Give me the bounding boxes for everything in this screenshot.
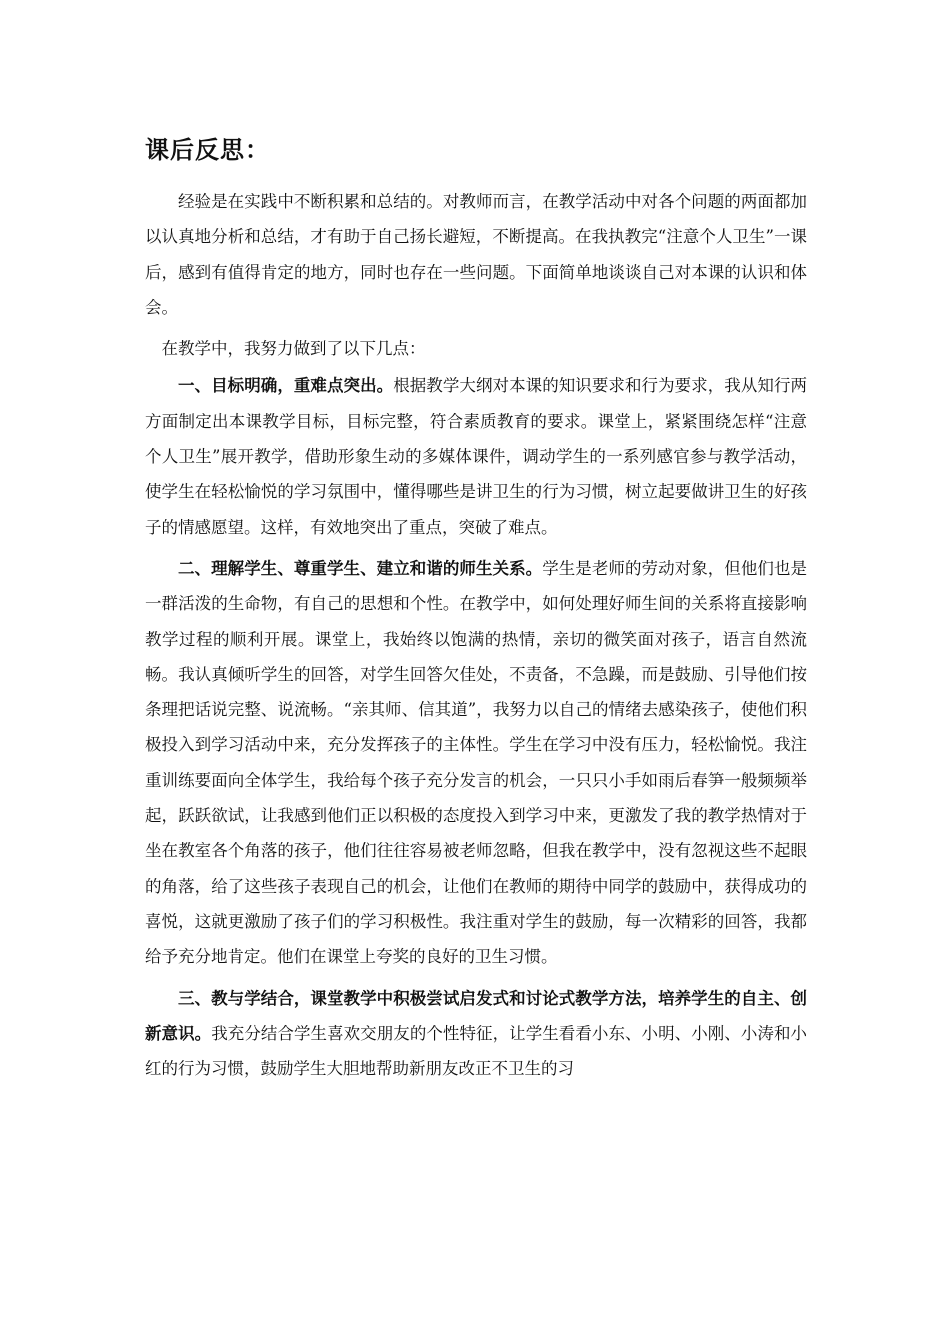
paragraph-lead: 三、教与学结合，课堂教学中积极尝试启发式和讨论式教学方法，培养学生的自主、创新意识。 (145, 988, 807, 1043)
paragraph-lead: 一、目标明确，重难点突出。 (178, 376, 394, 396)
paragraph-point-two (145, 551, 807, 975)
paragraph-text: 经验是在实践中不断积累和总结的。对教师而言，在教学活动中对各个问题的两面都加以认真地分析和总结，才有助于自己扬长避短，不断提高。在我执教完“注意个人卫生”一课后，感到有值得肯定的地方，同时也存在一些问题。下面简单地谈谈自己对本课的认识和体会。 (145, 192, 807, 317)
paragraph-lead: 二、理解学生、尊重学生、建立和谐的师生关系。 (178, 558, 543, 578)
paragraph-intro (145, 184, 807, 325)
paragraph-text: 在教学中，我努力做到了以下几点： (161, 339, 426, 359)
document-page (145, 132, 807, 1092)
paragraph-text: 我充分结合学生喜欢交朋友的个性特征，让学生看看小东、小明、小刚、小涛和小红的行为习惯，鼓励学生大胆地帮助新朋友改正不卫生的习 (145, 1023, 808, 1079)
paragraph-text: 学生是老师的劳动对象，但他们也是一群活泼的生命物，有自己的思想和个性。在教学中，如何处理好师生间的关系将直接影响教学过程的顺利开展。课堂上，我始终以饱满的热情，亲切的微笑面对孩子，语言自然流畅。我认真倾听学生的回答，对学生回答欠佳处，不责备，不急躁，而是鼓励、引导他们按条理把话说完整、说流畅。“亲其师、信其道”，我努力以自己的情绪去感染孩子，使他们积极投入到学习活动中来，充分发挥孩子的主体性。学生在学习中没有压力，轻松愉悦。我注重训练要面向全体学生，我给每个孩子充分发言的机会，一只只小手如雨后春笋一般频频举起，跃跃欲试，让我感到他们正以积极的态度投入到学习中来，更激发了我的教学热情对于坐在教室各个角落的孩子，他们往往容易被老师忽略，但我在教学中，没有忽视这些不起眼的角落，给了这些孩子表现自己的机会，让他们在教师的期待中同学的鼓励中，获得成功的喜悦，这就更激励了孩子们的学习积极性。我注重对学生的鼓励，每一次精彩的回答，我都给予充分地肯定。他们在课堂上夸奖的良好的卫生习惯。 (145, 558, 808, 967)
paragraph-point-three (145, 981, 807, 1087)
paragraph-point-one (145, 368, 807, 544)
paragraph-text: 根据教学大纲对本课的知识要求和行为要求，我从知行两方面制定出本课教学目标，目标完整，符合素质教育的要求。课堂上，紧紧围绕怎样“注意个人卫生”展开教学，借助形象生动的多媒体课件，调动学生的一系列感官参与教学活动，使学生在轻松愉悦的学习氛围中，懂得哪些是讲卫生的行为习惯，树立起要做讲卫生的好孩子的情感愿望。这样，有效地突出了重点，突破了难点。 (145, 376, 808, 537)
paragraph-list-intro (145, 331, 807, 366)
page-title: 课后反思： (145, 136, 270, 164)
